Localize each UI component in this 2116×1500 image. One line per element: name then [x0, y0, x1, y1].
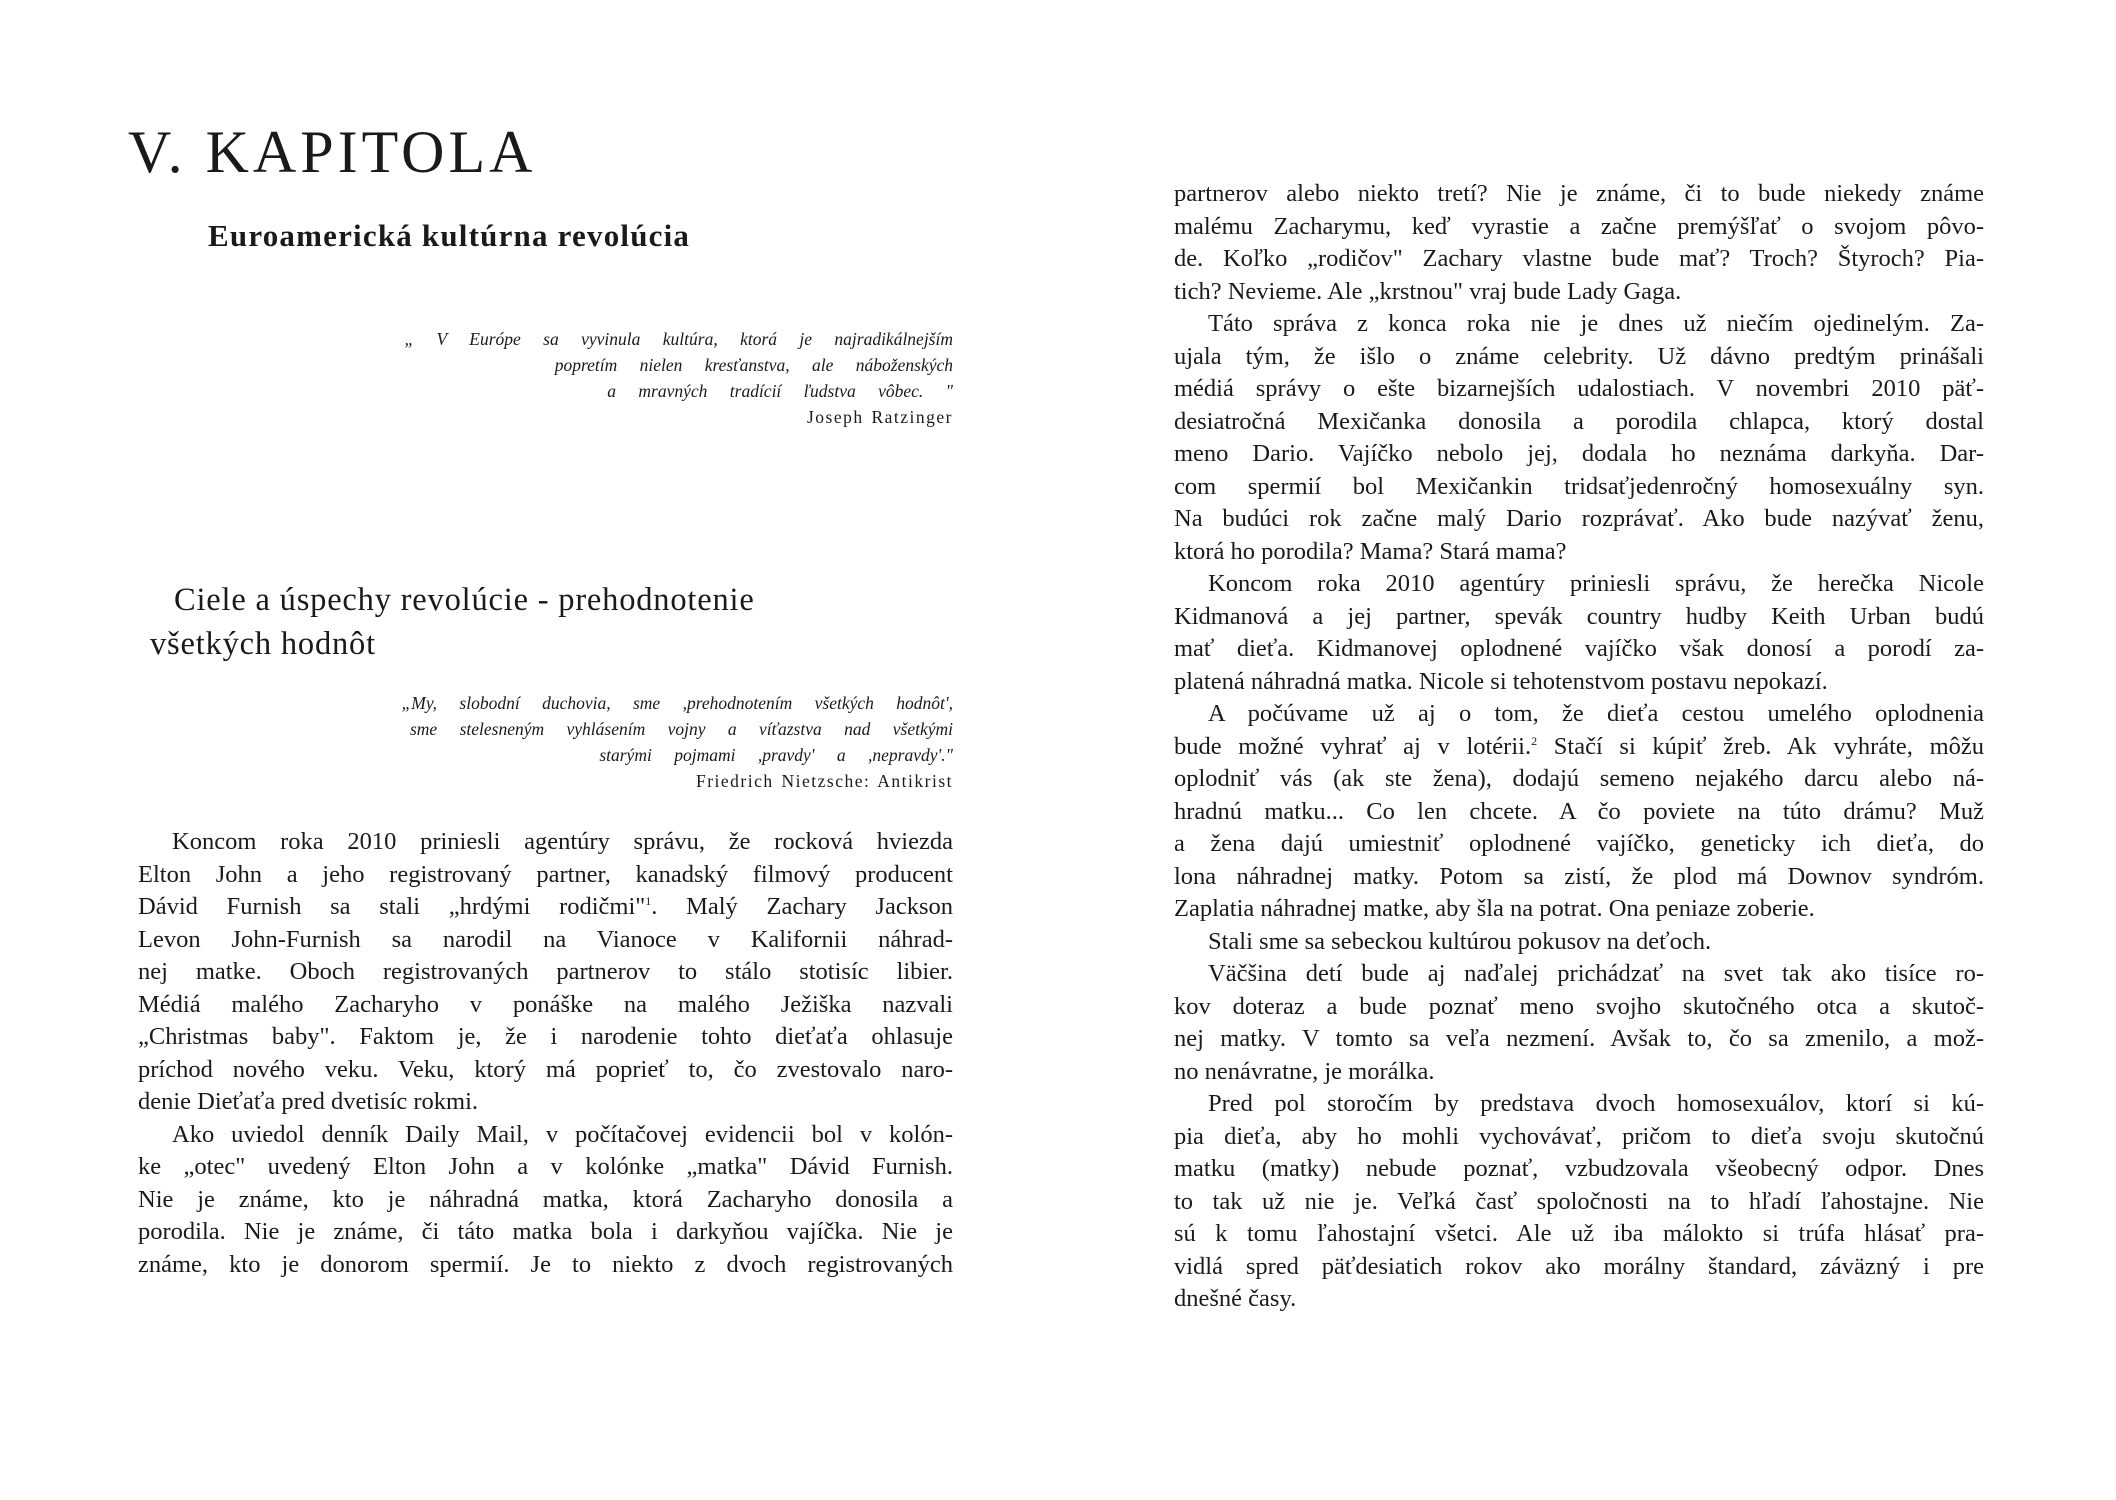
text-line: Pred pol storočím by predstava dvoch homosexuálov, ktorí si kú-	[1208, 1090, 1984, 1117]
text-line: Táto správa z konca roka nie je dnes už niečím ojedinelým. Za-	[1208, 310, 1984, 337]
text-line: Nie je známe, kto je náhradná matka, ktorá Zacharyho donosila a	[138, 1185, 953, 1213]
epigraph-ratzinger	[404, 326, 953, 430]
text-line: desiatročná Mexičanka donosila a porodila chlapca, ktorý dostal	[1174, 407, 1984, 435]
chapter-subtitle: Euroamerická kultúrna revolúcia	[208, 218, 691, 253]
text-fragment: bude možné vyhrať aj v lotérii.	[1174, 732, 1532, 760]
text-line: Stali sme sa sebeckou kultúrou pokusov na deťoch.	[1208, 927, 1712, 955]
text-line: pia dieťa, aby ho mohli vychovávať, pričom to dieťa svoju skutočnú	[1174, 1122, 1984, 1150]
text-line: oplodniť vás (ak ste žena), dodajú semeno nejakého darcu alebo ná-	[1174, 765, 1984, 792]
text-line: ujala tým, že išlo o známe celebrity. Už dávno predtým prinášali	[1174, 342, 1984, 370]
section-title	[150, 578, 755, 666]
text-line: to tak už nie je. Veľká časť spoločnosti na to hľadí ľahostajne. Nie	[1174, 1187, 1984, 1215]
paragraph	[138, 1119, 953, 1282]
text-line: známe, kto je donorom spermií. Je to niekto z dvoch registrovaných	[138, 1250, 953, 1278]
left-body-text	[138, 826, 953, 1281]
text-line: malému Zacharymu, keď vyrastie a začne premýšľať o svojom pôvo-	[1174, 212, 1984, 240]
section-title-line: Ciele a úspechy revolúcie - prehodnotenie	[174, 582, 755, 618]
chapter-title: V. KAPITOLA	[128, 119, 537, 185]
text-line: no nenávratne, je morálka.	[1174, 1057, 1435, 1085]
text-line: nej matky. V tomto sa veľa nezmení. Avšak to, čo sa zmenilo, a mož-	[1174, 1025, 1984, 1052]
text-line: Na budúci rok začne malý Dario rozprávať. Ako bude nazývať ženu,	[1174, 505, 1984, 532]
paragraph	[1174, 308, 1984, 568]
text-line: meno Dario. Vajíčko nebolo jej, dodala ho neznáma darkyňa. Dar-	[1174, 440, 1984, 467]
section-title-line: všetkých hodnôt	[150, 626, 376, 662]
text-line	[1174, 731, 1984, 764]
text-line: lona náhradnej matky. Potom sa zistí, že plod má Downov syndróm.	[1174, 862, 1984, 890]
text-line: denie Dieťaťa pred dvetisíc rokmi.	[138, 1088, 478, 1115]
paragraph	[1174, 926, 1984, 959]
text-line: mať dieťa. Kidmanovej oplodnené vajíčko však donosí a porodí za-	[1174, 635, 1984, 662]
right-body-text	[1174, 178, 1984, 1316]
epigraph-line: sme stelesneným vyhlásením vojny a víťazstva nad všetkými	[409, 719, 953, 739]
text-line: ktorá ho porodila? Mama? Stará mama?	[1174, 537, 1567, 565]
footnote-marker: 1	[645, 893, 652, 908]
text-line: tich? Nevieme. Ale „krstnou" vraj bude Lady Gaga.	[1174, 277, 1682, 305]
text-line: „Christmas baby". Faktom je, že i narodenie tohto dieťaťa ohlasuje	[138, 1023, 953, 1050]
epigraph-line: „My, slobodní duchovia, sme ,prehodnotením všetkých hodnôt',	[401, 693, 953, 713]
text-line: sú k tomu ľahostajní všetci. Ale už iba málokto si trúfa hlásať pra-	[1174, 1220, 1984, 1247]
text-line: kov doteraz a bude poznať meno svojho skutočného otca a skutoč-	[1174, 992, 1984, 1020]
paragraph	[1174, 1088, 1984, 1316]
epigraph-line: a mravných tradícií ľudstva vôbec. "	[607, 381, 953, 401]
text-line: hradnú matku... Co len chcete. A čo poviete na túto drámu? Muž	[1174, 797, 1984, 825]
text-line: nej matke. Oboch registrovaných partnerov to stálo stotisíc libier.	[138, 958, 953, 985]
text-line: Väčšina detí bude aj naďalej prichádzať na svet tak ako tisíce ro-	[1208, 960, 1984, 987]
text-fragment: Dávid Furnish sa stali „hrdými rodičmi"	[138, 893, 646, 920]
text-line: com spermií bol Mexičankin tridsaťjedenročný homosexuálny syn.	[1174, 472, 1984, 500]
text-line: Médiá malého Zacharyho v ponáške na malého Ježiška nazvali	[138, 990, 953, 1018]
text-line: porodila. Nie je známe, či táto matka bola i darkyňou vajíčka. Nie je	[138, 1218, 953, 1245]
text-line: A počúvame už aj o tom, že dieťa cestou umelého oplodnenia	[1208, 700, 1984, 727]
text-line: Zaplatia náhradnej matke, aby šla na potrat. Ona peniaze zoberie.	[1174, 895, 1815, 922]
text-line: Levon John-Furnish sa narodil na Vianoce v Kalifornii náhrad-	[138, 925, 953, 953]
epigraph-line: starými pojmami ,pravdy' a ,nepravdy'."	[599, 745, 953, 765]
epigraph-nietzsche	[402, 690, 953, 794]
text-line: a žena dajú umiestniť oplodnené vajíčko, geneticky ich dieťa, do	[1174, 830, 1984, 857]
text-line: médiá správy o ešte bizarnejších udalostiach. V novembri 2010 päť-	[1174, 375, 1984, 402]
footnote-marker: 2	[1531, 733, 1538, 748]
right-page	[1058, 0, 2116, 1500]
text-line: partnerov alebo niekto tretí? Nie je známe, či to bude niekedy známe	[1174, 180, 1984, 207]
text-fragment: Stačí si kúpiť žreb. Ak vyhráte, môžu	[1537, 732, 1985, 760]
text-line: matku (matky) nebude poznať, vzbudzovala všeobecný odpor. Dnes	[1174, 1155, 1984, 1182]
paragraph	[1174, 568, 1984, 698]
paragraph	[1174, 698, 1984, 926]
text-line: ke „otec" uvedený Elton John a v kolónke „matka" Dávid Furnish.	[138, 1153, 953, 1180]
text-line: dnešné časy.	[1174, 1285, 1297, 1312]
epigraph-author: Friedrich Nietzsche: Antikrist	[695, 771, 953, 791]
text-fragment: . Malý Zachary Jackson	[651, 893, 953, 920]
text-line: de. Koľko „rodičov" Zachary vlastne bude mať? Troch? Štyroch? Pia-	[1174, 245, 1984, 272]
text-line: Ako uviedol denník Daily Mail, v počítačovej evidencii bol v kolón-	[172, 1120, 953, 1148]
epigraph-line: „ V Európe sa vyvinula kultúra, ktorá je najradikálnejším	[404, 329, 953, 349]
epigraph-line: popretím nielen kresťanstva, ale náboženských	[554, 355, 953, 375]
paragraph	[138, 826, 953, 1119]
text-line: Kidmanová a jej partner, spevák country hudby Keith Urban budú	[1174, 602, 1984, 630]
text-line: Elton John a jeho registrovaný partner, kanadský filmový producent	[138, 860, 953, 888]
text-line	[138, 891, 953, 924]
text-line: vidlá spred päťdesiatich rokov ako morálny štandard, záväzný i pre	[1174, 1252, 1984, 1280]
text-line: Koncom roka 2010 priniesli agentúry správu, že rocková hviezda	[172, 828, 953, 855]
paragraph	[1174, 178, 1984, 308]
epigraph-author: Joseph Ratzinger	[806, 407, 953, 427]
text-line: platená náhradná matka. Nicole si tehotenstvom postavu nepokazí.	[1174, 667, 1828, 695]
text-line: príchod nového veku. Veku, ktorý má poprieť to, čo zvestovalo naro-	[138, 1055, 953, 1083]
paragraph	[1174, 958, 1984, 1088]
text-line: Koncom roka 2010 agentúry priniesli správu, že herečka Nicole	[1208, 570, 1984, 597]
